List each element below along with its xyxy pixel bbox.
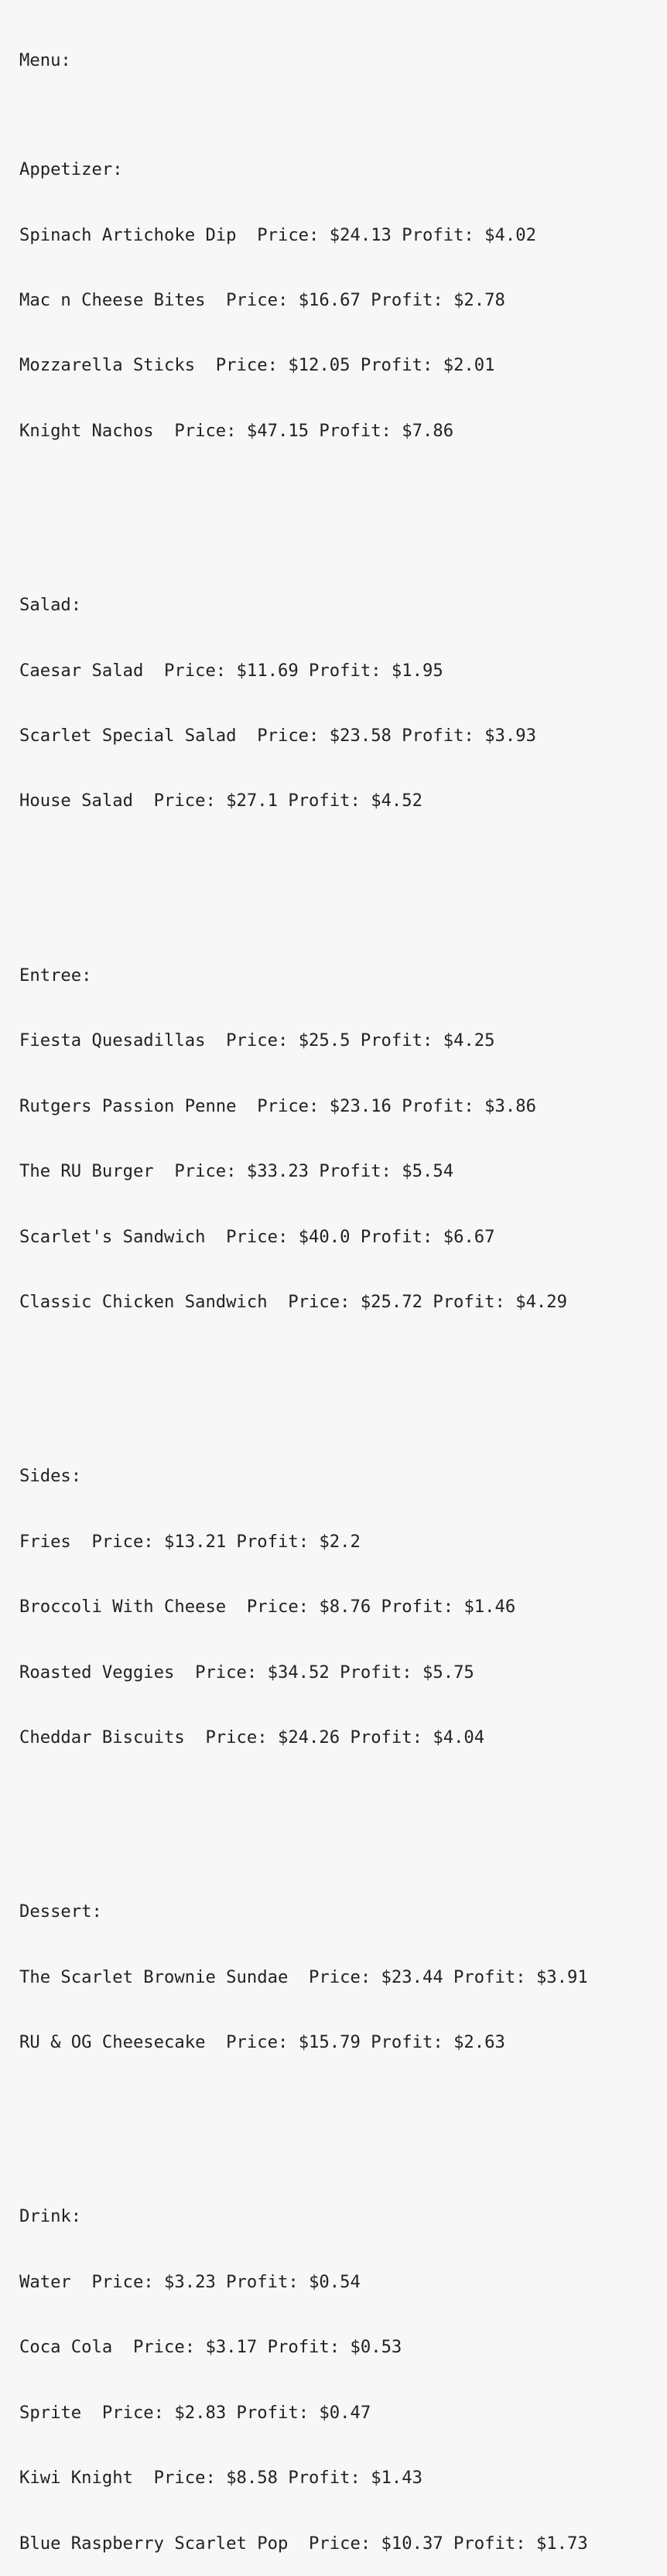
item-price: $10.37 [381,2533,443,2554]
menu-item: Water Price: $3.23 Profit: $0.54 [19,2271,361,2292]
menu-item: Roasted Veggies Price: $34.52 Profit: $5.75 [19,1662,474,1683]
menu-item: Kiwi Knight Price: $8.58 Profit: $1.43 [19,2468,423,2489]
item-price: $25.5 [298,1030,351,1051]
item-name: The Scarlet Brownie Sundae [19,1966,289,1987]
item-profit: $1.43 [371,2468,423,2489]
item-name: Mozzarella Sticks [19,355,196,376]
menu-heading: Menu: [19,50,71,71]
item-profit: $2.01 [443,355,495,376]
item-price: $15.79 [298,2032,361,2053]
menu-item: Classic Chicken Sandwich Price: $25.72 Profit: $4.29 [19,1291,568,1312]
item-profit: $5.75 [422,1662,474,1683]
item-profit: $4.52 [371,791,423,811]
item-price: $25.72 [360,1291,422,1312]
item-price: $33.23 [246,1161,310,1182]
item-price: $11.69 [236,660,299,681]
item-name: Scarlet Special Salad [19,726,237,746]
menu-item: Blue Raspberry Scarlet Pop Price: $10.37 Profit: $1.73 [19,2533,588,2554]
menu-item: Fiesta Quesadillas Price: $25.5 Profit: $4.25 [19,1030,495,1051]
item-price: $8.76 [319,1597,371,1618]
menu-item: The RU Burger Price: $33.23 Profit: $5.54 [19,1161,454,1182]
menu-item: Scarlet Special Salad Price: $23.58 Profit: $3.93 [19,726,536,746]
item-profit: $6.67 [443,1226,495,1247]
item-name: House Salad [19,791,133,811]
menu-item: RU & OG Cheesecake Price: $15.79 Profit: $2.63 [19,2032,505,2053]
item-price: $3.17 [205,2337,258,2358]
item-price: $3.23 [164,2271,216,2292]
item-name: Coca Cola [19,2337,113,2358]
menu-item: The Scarlet Brownie Sundae Price: $23.44 Profit: $3.91 [19,1966,588,1987]
blank-line [19,1356,667,1378]
item-name: Fiesta Quesadillas [19,1030,206,1051]
item-price: $47.15 [246,420,310,441]
item-profit: $1.95 [391,660,443,681]
item-name: Caesar Salad [19,660,144,681]
item-name: Water [19,2271,71,2292]
item-profit: $5.54 [402,1161,454,1182]
item-name: Scarlet's Sandwich [19,1226,206,1247]
blank-line [19,856,667,877]
item-name: RU & OG Cheesecake [19,2032,206,2053]
item-price: $2.83 [174,2402,227,2423]
item-name: Classic Chicken Sandwich [19,1291,268,1312]
menu-item: Spinach Artichoke Dip Price: $24.13 Profit: $4.02 [19,224,536,245]
section-title-entree: Entree: [19,965,92,986]
item-price: $23.58 [329,726,392,746]
item-profit: $2.63 [453,2032,505,2053]
item-profit: $0.54 [309,2271,361,2292]
item-profit: $4.04 [433,1727,485,1748]
item-name: Knight Nachos [19,420,154,441]
section-title-drink: Drink: [19,2206,82,2227]
item-profit: $4.25 [443,1030,495,1051]
item-name: Roasted Veggies [19,1662,175,1683]
item-profit: $3.86 [484,1095,536,1116]
item-name: Spinach Artichoke Dip [19,224,237,245]
item-profit: $4.29 [515,1291,568,1312]
blank-line [19,1792,667,1813]
item-price: $24.26 [277,1727,340,1748]
item-name: The RU Burger [19,1161,154,1182]
menu-item: Rutgers Passion Penne Price: $23.16 Profit: $3.86 [19,1095,536,1116]
item-profit: $2.78 [453,289,505,310]
item-profit: $1.46 [463,1597,516,1618]
menu-item: Broccoli With Cheese Price: $8.76 Profit: $1.46 [19,1597,516,1618]
item-profit: $7.86 [402,420,454,441]
section-title-salad: Salad: [19,595,82,616]
item-profit: $2.2 [319,1531,361,1552]
menu-item: Coca Cola Price: $3.17 Profit: $0.53 [19,2337,402,2358]
item-price: $13.21 [164,1531,227,1552]
menu-item: Knight Nachos Price: $47.15 Profit: $7.86 [19,420,454,441]
blank-line [19,2097,667,2119]
item-price: $23.16 [329,1095,392,1116]
menu-item: Sprite Price: $2.83 Profit: $0.47 [19,2402,371,2423]
item-name: Broccoli With Cheese [19,1597,227,1618]
item-name: Mac n Cheese Bites [19,289,206,310]
item-profit: $0.47 [319,2402,371,2423]
item-name: Sprite [19,2402,82,2423]
item-name: Kiwi Knight [19,2468,133,2489]
item-price: $27.1 [226,791,278,811]
section-title-dessert: Dessert: [19,1901,102,1922]
item-price: $23.44 [381,1966,443,1987]
item-name: Cheddar Biscuits [19,1727,185,1748]
item-profit: $1.73 [535,2533,588,2554]
section-title-appetizer: Appetizer: [19,159,123,180]
item-name: Blue Raspberry Scarlet Pop [19,2533,289,2554]
menu-item: Fries Price: $13.21 Profit: $2.2 [19,1531,361,1552]
item-price: $12.05 [288,355,351,376]
item-price: $40.0 [298,1226,351,1247]
item-profit: $3.91 [535,1966,588,1987]
menu-item: Scarlet's Sandwich Price: $40.0 Profit: $6.67 [19,1226,495,1247]
item-profit: $4.02 [484,224,536,245]
item-name: Rutgers Passion Penne [19,1095,237,1116]
item-profit: $0.53 [350,2337,402,2358]
blank-line [19,485,667,507]
item-price: $8.58 [226,2468,278,2489]
menu-item: Mac n Cheese Bites Price: $16.67 Profit: $2.78 [19,289,505,310]
menu-item: Cheddar Biscuits Price: $24.26 Profit: $4.04 [19,1727,485,1748]
menu-item: Caesar Salad Price: $11.69 Profit: $1.95 [19,660,443,681]
menu-item: House Salad Price: $27.1 Profit: $4.52 [19,791,423,811]
item-name: Fries [19,1531,71,1552]
item-price: $34.52 [267,1662,330,1683]
section-title-sides: Sides: [19,1466,82,1487]
menu-item: Mozzarella Sticks Price: $12.05 Profit: $2.01 [19,355,495,376]
item-price: $24.13 [329,224,392,245]
item-profit: $3.93 [484,726,536,746]
item-price: $16.67 [298,289,361,310]
